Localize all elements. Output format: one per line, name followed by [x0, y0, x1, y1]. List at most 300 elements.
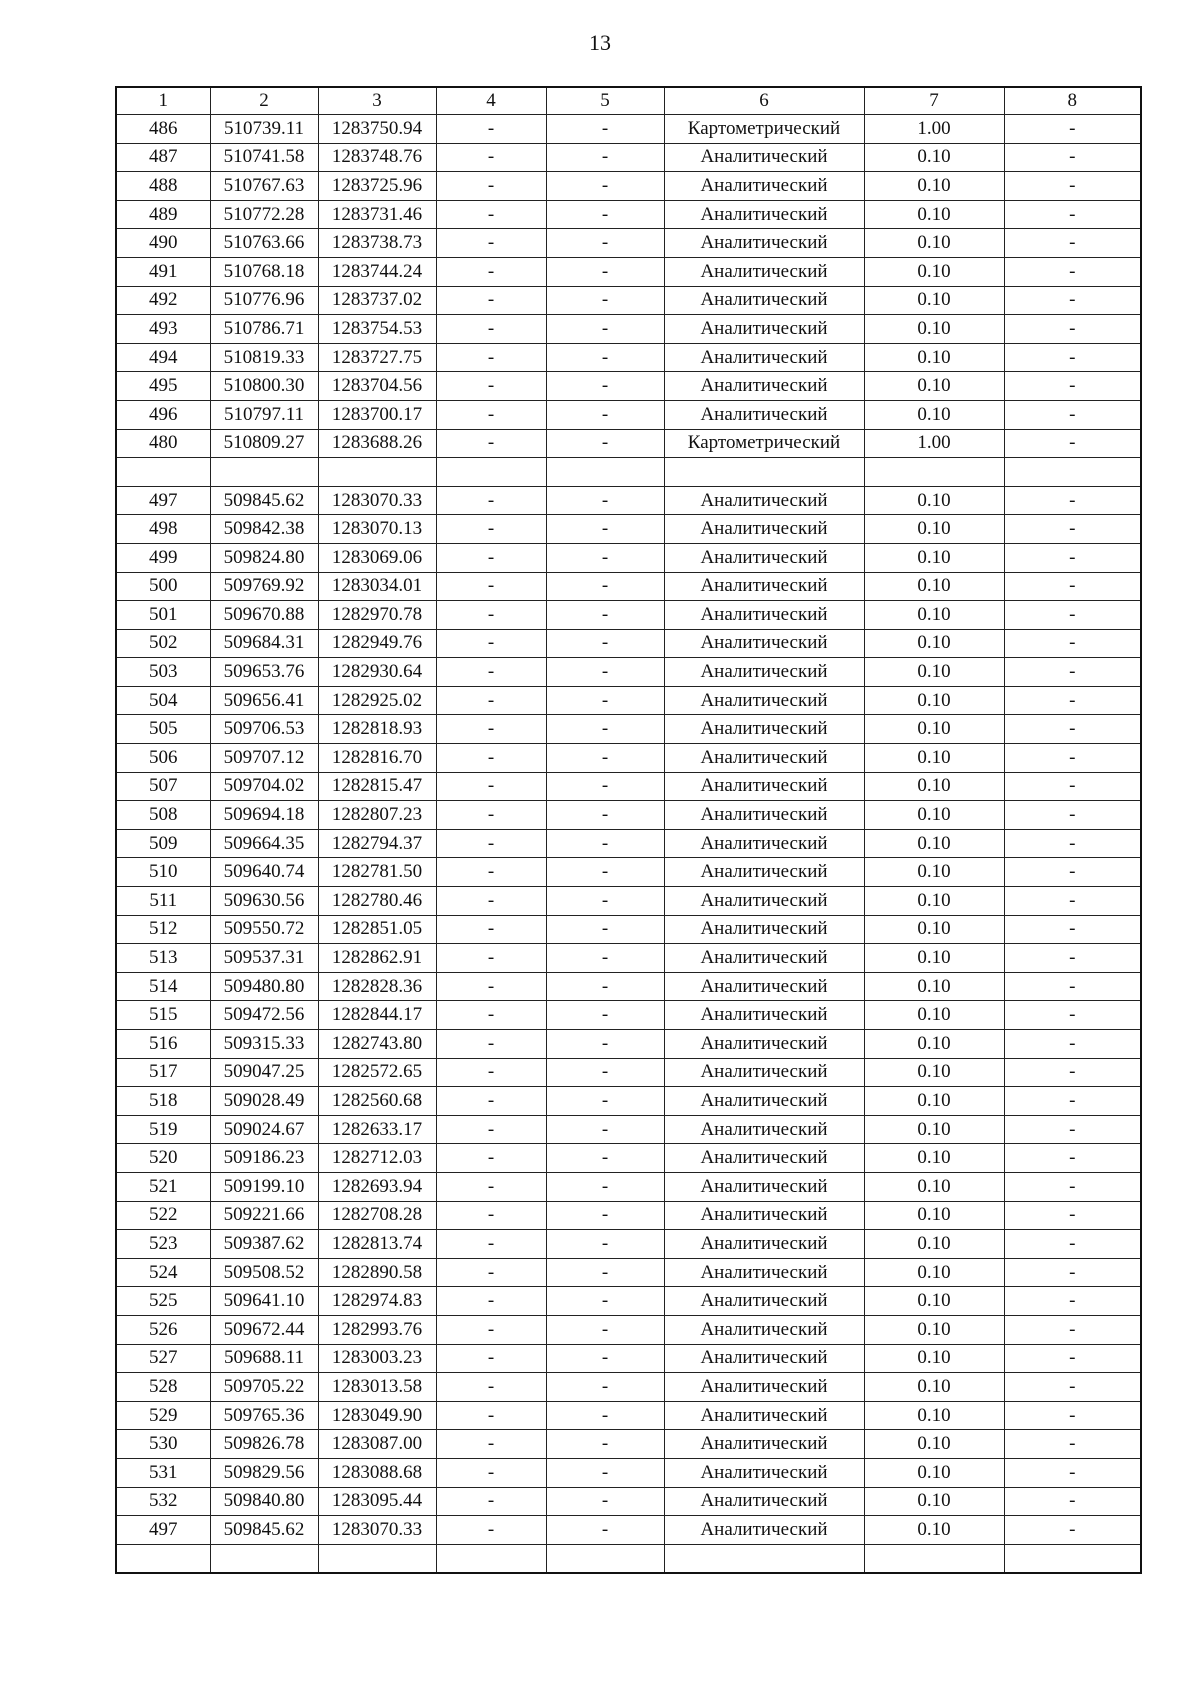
cell-col-8: -	[1004, 1487, 1141, 1516]
cell-col-4: -	[436, 1487, 546, 1516]
cell-method: Аналитический	[664, 1401, 864, 1430]
cell-col-4: -	[436, 1115, 546, 1144]
cell-coord-y: 1283737.02	[318, 286, 436, 315]
cell-coord-y: 1283744.24	[318, 257, 436, 286]
cell-coord-y: 1282828.36	[318, 972, 436, 1001]
cell-coord-y: 1282794.37	[318, 829, 436, 858]
table-row	[116, 772, 1141, 801]
cell-point-number: 520	[116, 1144, 210, 1173]
cell-coord-x: 510819.33	[210, 343, 318, 372]
cell-col-5: -	[546, 315, 664, 344]
cell-col-4: -	[436, 143, 546, 172]
cell-point-number: 489	[116, 200, 210, 229]
cell-coord-y: 1283034.01	[318, 572, 436, 601]
cell-col-8: -	[1004, 172, 1141, 201]
cell-coord-x: 509769.92	[210, 572, 318, 601]
cell-point-number: 500	[116, 572, 210, 601]
cell-coord-y: 1282970.78	[318, 601, 436, 630]
cell-accuracy: 0.10	[864, 286, 1004, 315]
cell-method: Аналитический	[664, 1201, 864, 1230]
cell-col-4: -	[436, 1287, 546, 1316]
cell-method: Картометрический	[664, 115, 864, 144]
cell-accuracy: 0.10	[864, 1087, 1004, 1116]
cell-col-5	[546, 458, 664, 487]
cell-point-number: 494	[116, 343, 210, 372]
cell-coord-x: 509028.49	[210, 1087, 318, 1116]
cell-method	[664, 1544, 864, 1573]
cell-coord-x: 510739.11	[210, 115, 318, 144]
cell-coord-y	[318, 458, 436, 487]
cell-col-5: -	[546, 972, 664, 1001]
cell-point-number: 509	[116, 829, 210, 858]
cell-method: Аналитический	[664, 744, 864, 773]
cell-coord-y: 1283731.46	[318, 200, 436, 229]
table-row	[116, 1144, 1141, 1173]
table-row	[116, 658, 1141, 687]
table-row	[116, 572, 1141, 601]
cell-col-5: -	[546, 915, 664, 944]
cell-point-number	[116, 1544, 210, 1573]
cell-method: Аналитический	[664, 543, 864, 572]
cell-coord-y: 1282807.23	[318, 801, 436, 830]
table-row	[116, 972, 1141, 1001]
cell-point-number: 514	[116, 972, 210, 1001]
cell-col-5: -	[546, 1030, 664, 1059]
cell-coord-y: 1283070.33	[318, 486, 436, 515]
table-row	[116, 686, 1141, 715]
table-row	[116, 1258, 1141, 1287]
table-header-row	[116, 87, 1141, 115]
column-header-1: 1	[116, 87, 210, 115]
cell-col-4: -	[436, 257, 546, 286]
cell-col-5: -	[546, 1087, 664, 1116]
cell-col-8: -	[1004, 1315, 1141, 1344]
cell-coord-y: 1283069.06	[318, 543, 436, 572]
cell-accuracy: 0.10	[864, 172, 1004, 201]
cell-col-5: -	[546, 686, 664, 715]
cell-accuracy: 0.10	[864, 658, 1004, 687]
cell-coord-y: 1282974.83	[318, 1287, 436, 1316]
cell-coord-y: 1283087.00	[318, 1430, 436, 1459]
cell-method: Аналитический	[664, 1058, 864, 1087]
cell-method: Аналитический	[664, 1144, 864, 1173]
cell-method: Аналитический	[664, 1172, 864, 1201]
column-header-2: 2	[210, 87, 318, 115]
cell-method: Аналитический	[664, 915, 864, 944]
cell-point-number: 496	[116, 400, 210, 429]
cell-point-number: 506	[116, 744, 210, 773]
cell-accuracy: 0.10	[864, 1058, 1004, 1087]
cell-col-8: -	[1004, 1201, 1141, 1230]
cell-point-number: 511	[116, 887, 210, 916]
cell-col-5: -	[546, 629, 664, 658]
cell-method: Аналитический	[664, 200, 864, 229]
cell-col-8: -	[1004, 1344, 1141, 1373]
cell-coord-x: 509688.11	[210, 1344, 318, 1373]
cell-method: Аналитический	[664, 944, 864, 973]
table-row	[116, 715, 1141, 744]
cell-accuracy: 0.10	[864, 1344, 1004, 1373]
cell-coord-y: 1282862.91	[318, 944, 436, 973]
cell-col-5: -	[546, 601, 664, 630]
cell-point-number: 487	[116, 143, 210, 172]
cell-col-5: -	[546, 1315, 664, 1344]
cell-coord-y: 1283700.17	[318, 400, 436, 429]
cell-point-number: 531	[116, 1458, 210, 1487]
cell-coord-y: 1283013.58	[318, 1373, 436, 1402]
cell-accuracy: 0.10	[864, 944, 1004, 973]
cell-point-number: 512	[116, 915, 210, 944]
cell-method: Аналитический	[664, 1001, 864, 1030]
cell-coord-y: 1282633.17	[318, 1115, 436, 1144]
cell-accuracy: 0.10	[864, 715, 1004, 744]
table-row	[116, 1401, 1141, 1430]
cell-coord-x: 509845.62	[210, 486, 318, 515]
cell-col-8: -	[1004, 744, 1141, 773]
cell-col-4: -	[436, 1344, 546, 1373]
cell-col-4: -	[436, 1258, 546, 1287]
table-row	[116, 229, 1141, 258]
cell-col-4: -	[436, 343, 546, 372]
cell-col-8: -	[1004, 915, 1141, 944]
table-row	[116, 458, 1141, 487]
cell-col-8: -	[1004, 1373, 1141, 1402]
cell-coord-x	[210, 458, 318, 487]
cell-coord-x: 509670.88	[210, 601, 318, 630]
cell-method: Аналитический	[664, 887, 864, 916]
cell-method: Аналитический	[664, 858, 864, 887]
cell-col-4: -	[436, 200, 546, 229]
cell-method: Аналитический	[664, 658, 864, 687]
cell-accuracy: 0.10	[864, 515, 1004, 544]
cell-col-5: -	[546, 772, 664, 801]
cell-accuracy: 0.10	[864, 257, 1004, 286]
cell-col-4: -	[436, 915, 546, 944]
table-row	[116, 343, 1141, 372]
cell-col-8: -	[1004, 715, 1141, 744]
cell-point-number: 530	[116, 1430, 210, 1459]
cell-coord-y: 1283688.26	[318, 429, 436, 458]
cell-coord-x: 510797.11	[210, 400, 318, 429]
cell-col-5: -	[546, 1001, 664, 1030]
table-row	[116, 115, 1141, 144]
cell-col-8: -	[1004, 686, 1141, 715]
cell-method: Аналитический	[664, 629, 864, 658]
cell-accuracy: 0.10	[864, 1458, 1004, 1487]
cell-accuracy: 0.10	[864, 1144, 1004, 1173]
cell-coord-x: 509672.44	[210, 1315, 318, 1344]
cell-col-5: -	[546, 486, 664, 515]
cell-col-4	[436, 458, 546, 487]
cell-method: Аналитический	[664, 343, 864, 372]
cell-coord-y: 1282781.50	[318, 858, 436, 887]
cell-accuracy: 0.10	[864, 372, 1004, 401]
cell-coord-x: 510776.96	[210, 286, 318, 315]
cell-col-5: -	[546, 1458, 664, 1487]
cell-col-8: -	[1004, 429, 1141, 458]
cell-accuracy: 0.10	[864, 915, 1004, 944]
table-row	[116, 486, 1141, 515]
cell-col-5: -	[546, 1201, 664, 1230]
cell-col-4: -	[436, 286, 546, 315]
cell-coord-x: 509047.25	[210, 1058, 318, 1087]
column-header-8: 8	[1004, 87, 1141, 115]
cell-accuracy: 0.10	[864, 744, 1004, 773]
cell-accuracy: 0.10	[864, 400, 1004, 429]
cell-point-number: 490	[116, 229, 210, 258]
cell-col-4	[436, 1544, 546, 1573]
cell-coord-x: 510741.58	[210, 143, 318, 172]
cell-point-number: 524	[116, 1258, 210, 1287]
cell-coord-y: 1282780.46	[318, 887, 436, 916]
cell-coord-y: 1283754.53	[318, 315, 436, 344]
cell-accuracy: 0.10	[864, 200, 1004, 229]
cell-col-5: -	[546, 658, 664, 687]
cell-col-8: -	[1004, 658, 1141, 687]
cell-coord-y: 1283070.13	[318, 515, 436, 544]
table-row	[116, 1344, 1141, 1373]
cell-col-8: -	[1004, 829, 1141, 858]
cell-coord-y	[318, 1544, 436, 1573]
table-row	[116, 801, 1141, 830]
table-row	[116, 1115, 1141, 1144]
cell-accuracy: 0.10	[864, 1230, 1004, 1259]
cell-coord-x: 510763.66	[210, 229, 318, 258]
cell-coord-x: 509186.23	[210, 1144, 318, 1173]
cell-coord-y: 1283088.68	[318, 1458, 436, 1487]
coordinates-table	[115, 86, 1142, 1574]
cell-col-4: -	[436, 400, 546, 429]
cell-col-5: -	[546, 429, 664, 458]
cell-accuracy: 0.10	[864, 486, 1004, 515]
cell-point-number: 532	[116, 1487, 210, 1516]
table-row	[116, 1172, 1141, 1201]
cell-col-4: -	[436, 801, 546, 830]
cell-col-5: -	[546, 944, 664, 973]
cell-method: Картометрический	[664, 429, 864, 458]
cell-method: Аналитический	[664, 172, 864, 201]
cell-col-8	[1004, 1544, 1141, 1573]
cell-accuracy: 1.00	[864, 429, 1004, 458]
cell-point-number: 502	[116, 629, 210, 658]
table-row	[116, 1287, 1141, 1316]
cell-point-number: 501	[116, 601, 210, 630]
table-row	[116, 944, 1141, 973]
cell-method: Аналитический	[664, 601, 864, 630]
cell-coord-y: 1282890.58	[318, 1258, 436, 1287]
cell-accuracy: 0.10	[864, 1258, 1004, 1287]
table-row	[116, 887, 1141, 916]
table-row	[116, 315, 1141, 344]
cell-col-4: -	[436, 372, 546, 401]
cell-col-4: -	[436, 715, 546, 744]
cell-method: Аналитический	[664, 972, 864, 1001]
cell-point-number: 488	[116, 172, 210, 201]
cell-col-5: -	[546, 572, 664, 601]
cell-accuracy: 0.10	[864, 1430, 1004, 1459]
table-row	[116, 200, 1141, 229]
cell-col-5: -	[546, 515, 664, 544]
cell-coord-y: 1283750.94	[318, 115, 436, 144]
cell-coord-y: 1283049.90	[318, 1401, 436, 1430]
table-row	[116, 858, 1141, 887]
cell-coord-x: 509664.35	[210, 829, 318, 858]
cell-method: Аналитический	[664, 1087, 864, 1116]
cell-col-4: -	[436, 944, 546, 973]
cell-col-4: -	[436, 486, 546, 515]
cell-coord-x: 509705.22	[210, 1373, 318, 1402]
cell-point-number: 529	[116, 1401, 210, 1430]
cell-accuracy: 0.10	[864, 801, 1004, 830]
cell-accuracy: 0.10	[864, 543, 1004, 572]
cell-point-number: 492	[116, 286, 210, 315]
cell-point-number: 515	[116, 1001, 210, 1030]
cell-coord-x: 509640.74	[210, 858, 318, 887]
cell-point-number: 526	[116, 1315, 210, 1344]
cell-col-4: -	[436, 772, 546, 801]
cell-col-8: -	[1004, 1030, 1141, 1059]
cell-accuracy: 0.10	[864, 1172, 1004, 1201]
cell-col-5: -	[546, 1258, 664, 1287]
cell-col-4: -	[436, 1458, 546, 1487]
cell-col-4: -	[436, 1401, 546, 1430]
cell-coord-y: 1282930.64	[318, 658, 436, 687]
cell-col-8: -	[1004, 1144, 1141, 1173]
cell-col-8: -	[1004, 543, 1141, 572]
cell-point-number: 498	[116, 515, 210, 544]
cell-point-number: 491	[116, 257, 210, 286]
cell-col-5: -	[546, 115, 664, 144]
cell-col-8: -	[1004, 286, 1141, 315]
cell-point-number: 523	[116, 1230, 210, 1259]
table-row	[116, 829, 1141, 858]
cell-method: Аналитический	[664, 257, 864, 286]
table-row	[116, 1030, 1141, 1059]
cell-col-8: -	[1004, 1516, 1141, 1545]
cell-coord-x: 510809.27	[210, 429, 318, 458]
table-row	[116, 1001, 1141, 1030]
cell-col-8: -	[1004, 572, 1141, 601]
table-row	[116, 286, 1141, 315]
cell-col-4: -	[436, 1230, 546, 1259]
cell-col-8: -	[1004, 601, 1141, 630]
table-row	[116, 400, 1141, 429]
cell-method: Аналитический	[664, 801, 864, 830]
cell-col-5: -	[546, 1373, 664, 1402]
table-row	[116, 1201, 1141, 1230]
cell-point-number: 510	[116, 858, 210, 887]
cell-accuracy	[864, 458, 1004, 487]
cell-coord-y: 1283070.33	[318, 1516, 436, 1545]
table-row	[116, 172, 1141, 201]
cell-method: Аналитический	[664, 1258, 864, 1287]
cell-accuracy: 0.10	[864, 1287, 1004, 1316]
cell-col-4: -	[436, 858, 546, 887]
cell-method: Аналитический	[664, 1487, 864, 1516]
cell-point-number: 497	[116, 1516, 210, 1545]
table-row	[116, 744, 1141, 773]
cell-col-8: -	[1004, 315, 1141, 344]
cell-coord-x: 509704.02	[210, 772, 318, 801]
cell-col-4: -	[436, 1058, 546, 1087]
cell-accuracy: 1.00	[864, 115, 1004, 144]
cell-col-8: -	[1004, 1087, 1141, 1116]
cell-col-4: -	[436, 1087, 546, 1116]
cell-accuracy: 0.10	[864, 1201, 1004, 1230]
cell-col-8: -	[1004, 486, 1141, 515]
cell-col-8: -	[1004, 801, 1141, 830]
cell-coord-y: 1282925.02	[318, 686, 436, 715]
cell-method: Аналитический	[664, 486, 864, 515]
cell-point-number: 522	[116, 1201, 210, 1230]
cell-accuracy	[864, 1544, 1004, 1573]
cell-method: Аналитический	[664, 1344, 864, 1373]
cell-col-4: -	[436, 658, 546, 687]
cell-coord-x: 510772.28	[210, 200, 318, 229]
cell-method: Аналитический	[664, 229, 864, 258]
cell-col-5: -	[546, 1144, 664, 1173]
cell-coord-y: 1282708.28	[318, 1201, 436, 1230]
cell-coord-x: 509829.56	[210, 1458, 318, 1487]
cell-coord-y: 1282712.03	[318, 1144, 436, 1173]
cell-coord-y: 1282851.05	[318, 915, 436, 944]
cell-method: Аналитический	[664, 1315, 864, 1344]
cell-col-5: -	[546, 372, 664, 401]
cell-col-5: -	[546, 1430, 664, 1459]
column-header-3: 3	[318, 87, 436, 115]
cell-col-8: -	[1004, 1401, 1141, 1430]
cell-col-4: -	[436, 172, 546, 201]
cell-col-8: -	[1004, 972, 1141, 1001]
cell-coord-x: 509199.10	[210, 1172, 318, 1201]
cell-point-number: 499	[116, 543, 210, 572]
column-header-6: 6	[664, 87, 864, 115]
cell-col-5: -	[546, 887, 664, 916]
cell-col-8: -	[1004, 515, 1141, 544]
cell-col-4: -	[436, 744, 546, 773]
cell-method: Аналитический	[664, 1287, 864, 1316]
cell-point-number: 505	[116, 715, 210, 744]
cell-col-5: -	[546, 1287, 664, 1316]
cell-col-5: -	[546, 1115, 664, 1144]
column-header-4: 4	[436, 87, 546, 115]
cell-method: Аналитический	[664, 1430, 864, 1459]
cell-coord-x: 510767.63	[210, 172, 318, 201]
cell-col-4: -	[436, 429, 546, 458]
cell-accuracy: 0.10	[864, 972, 1004, 1001]
cell-col-5: -	[546, 229, 664, 258]
table-row	[116, 515, 1141, 544]
cell-coord-x: 509550.72	[210, 915, 318, 944]
cell-col-4: -	[436, 1144, 546, 1173]
cell-coord-y: 1283095.44	[318, 1487, 436, 1516]
cell-col-8: -	[1004, 343, 1141, 372]
cell-accuracy: 0.10	[864, 229, 1004, 258]
cell-col-4: -	[436, 515, 546, 544]
cell-coord-x: 510768.18	[210, 257, 318, 286]
cell-col-8	[1004, 458, 1141, 487]
cell-accuracy: 0.10	[864, 343, 1004, 372]
cell-col-4: -	[436, 1430, 546, 1459]
cell-col-8: -	[1004, 1287, 1141, 1316]
cell-point-number: 518	[116, 1087, 210, 1116]
table-row	[116, 915, 1141, 944]
cell-point-number: 516	[116, 1030, 210, 1059]
cell-method: Аналитический	[664, 1030, 864, 1059]
cell-point-number: 504	[116, 686, 210, 715]
cell-method: Аналитический	[664, 1230, 864, 1259]
cell-coord-x: 509630.56	[210, 887, 318, 916]
